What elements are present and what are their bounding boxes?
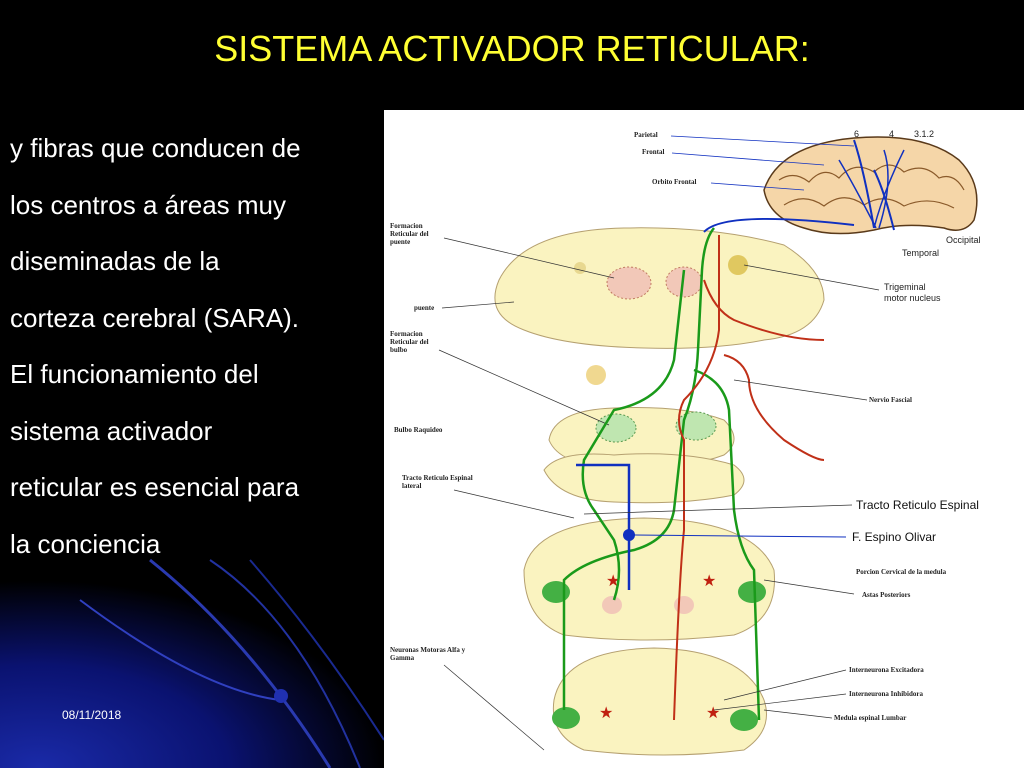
label-nervio-fascial: Nervio Fascial [869, 396, 912, 404]
label-medula-lumbar: Medula espinal Lumbar [834, 714, 907, 722]
body-line: la conciencia [10, 528, 161, 559]
label-espino-olivar: F. Espino Olivar [852, 530, 937, 544]
body-line: sistema activador [10, 415, 213, 446]
label-formacion-bulbo-1: Formacion [390, 330, 423, 338]
svg-text:★: ★ [706, 703, 721, 722]
label-tracto-lateral-2: lateral [402, 482, 422, 490]
label-formacion-bulbo-2: Reticular del [390, 338, 429, 346]
label-formacion-puente-3: puente [390, 238, 411, 246]
label-formacion-bulbo-3: bulbo [390, 346, 408, 354]
label-frontal: Frontal [642, 148, 665, 156]
body-line: diseminadas de la [10, 246, 220, 276]
label-interneurona-inhibidora: Interneurona Inhibidora [849, 690, 923, 698]
label-trigeminal-2: motor nucleus [884, 293, 941, 303]
label-formacion-puente-2: Reticular del [390, 230, 429, 238]
label-occipital: Occipital [946, 235, 981, 245]
body-line: reticular es esencial para [10, 472, 300, 502]
slide-title: SISTEMA ACTIVADOR RETICULAR: [214, 28, 810, 69]
svg-text:★: ★ [606, 571, 621, 590]
label-trigeminal-1: Trigeminal [884, 282, 926, 292]
label-number-6: 6 [854, 129, 860, 139]
label-puente: puente [414, 304, 435, 312]
body-line: los centros a áreas muy [10, 189, 287, 220]
label-orbito-frontal: Orbito Frontal [652, 178, 697, 186]
label-neuronas-motoras-1: Neuronas Motoras Alfa y [390, 646, 466, 654]
svg-text:★: ★ [599, 703, 614, 722]
label-tracto-lateral-1: Tracto Reticulo Espinal [402, 474, 473, 482]
label-astas-posteriores: Astas Posteriors [862, 591, 911, 599]
svg-text:★: ★ [702, 571, 717, 590]
label-parietal: Parietal [634, 131, 658, 139]
label-interneurona-excitadora: Interneurona Excitadora [849, 666, 924, 674]
label-porcion-cervical: Porcion Cervical de la medula [856, 568, 947, 576]
label-tracto-reticulo-espinal: Tracto Reticulo Espinal [856, 498, 979, 512]
reticular-system-diagram [384, 110, 1024, 768]
body-text [10, 120, 375, 572]
label-neuronas-motoras-2: Gamma [390, 654, 415, 662]
pons-section [495, 228, 824, 349]
label-formacion-puente-1: Formacion [390, 222, 423, 230]
label-number-312: 3.1.2 [914, 129, 935, 139]
label-number-4: 4 [889, 129, 895, 139]
label-temporal: Temporal [902, 248, 940, 258]
body-line: corteza cerebral (SARA). [10, 302, 299, 333]
body-line: y fibras que conducen de [10, 133, 301, 163]
slide-date: 08/11/2018 [62, 708, 122, 722]
label-bulbo-raquideo: Bulbo Raquideo [394, 426, 443, 434]
body-line: El funcionamiento del [10, 359, 259, 389]
